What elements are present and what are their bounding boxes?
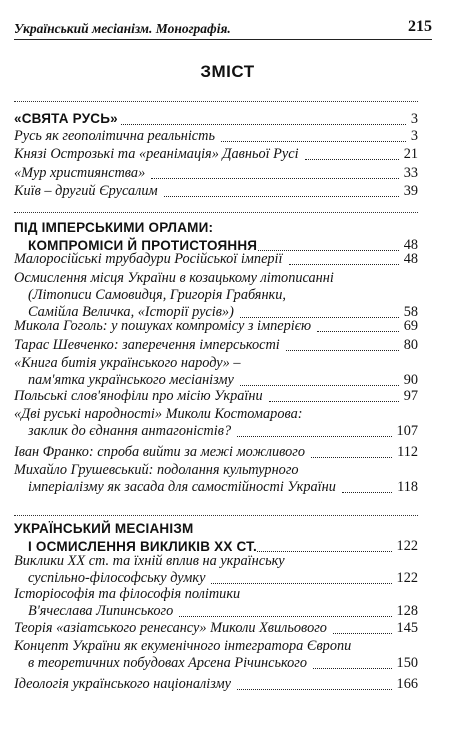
toc-page-number: 122: [396, 538, 418, 554]
toc-entry-title-line: Самійла Величка, «Історії русів»): [28, 304, 234, 320]
toc-page-number: 3: [410, 128, 418, 144]
toc-leader-dots: [286, 350, 399, 351]
toc-section-heading: [14, 110, 418, 128]
toc-page-number: 150: [396, 655, 418, 671]
toc-page-number: 3: [410, 111, 418, 127]
toc-entry: [14, 444, 418, 461]
toc-leader-dots: [342, 492, 392, 493]
toc-entry-title-line: Микола Гоголь: у пошуках компромісу з імперією: [14, 318, 312, 334]
toc-entry-title-line: Концепт України як екуменічного інтегратора Європи: [14, 638, 352, 654]
toc-page-number: 48: [403, 251, 418, 267]
toc-leader-dots: [289, 264, 399, 265]
toc-entry: [14, 462, 418, 496]
toc-entry: [14, 165, 418, 182]
toc-leader-dots: [317, 331, 399, 332]
toc-page-number: 107: [396, 423, 418, 439]
toc-leader-dots: [221, 141, 406, 142]
toc-entry-title-line: ПІД ІМПЕРСЬКИМИ ОРЛАМИ:: [14, 220, 214, 235]
toc-page-number: 128: [396, 603, 418, 619]
toc-entry-title-line: КОМПРОМІСИ Й ПРОТИСТОЯННЯ: [28, 238, 258, 253]
toc-entry-title-line: Тарас Шевченко: заперечення імперськості: [14, 337, 280, 353]
toc-entry-title-line: (Літописи Самовидця, Григорія Грабянки,: [28, 287, 286, 303]
toc-entry-title-line: Князі Острозькі та «реанімація» Давньої Русі: [14, 146, 299, 162]
toc-leader-dots: [237, 689, 392, 690]
toc-entry-title-line: в теоретичних побудовах Арсена Річинського: [28, 655, 307, 671]
toc-leader-dots: [211, 583, 391, 584]
toc-entry: [14, 586, 418, 620]
toc-page-number: 33: [403, 165, 418, 181]
toc-page-number: 112: [397, 444, 418, 460]
toc-entry-title-line: Іван Франко: спроба вийти за межі можливого: [14, 444, 306, 460]
section-rule: [14, 515, 418, 516]
toc-entry-title-line: Малоросійські трубадури Російської імперії: [14, 251, 283, 267]
toc-entry-title-line: Виклики ХХ ст. та їхній вплив на українську: [14, 553, 285, 569]
toc-leader-dots: [333, 633, 392, 634]
toc-page-number: 39: [403, 183, 418, 199]
toc-entry: [14, 355, 418, 389]
toc-page-number: 122: [396, 570, 418, 586]
toc-entry-title-line: Київ – другий Єрусалим: [14, 183, 158, 199]
toc-page-number: 97: [403, 388, 418, 404]
toc-page-number: 80: [403, 337, 418, 353]
toc-entry-title-line: Русь як геополітична реальність: [14, 128, 215, 144]
toc-entry-title-line: І ОСМИСЛЕННЯ ВИКЛИКІВ ХХ СТ.: [28, 539, 257, 554]
section-rule: [14, 212, 418, 213]
toc-entry-title-line: Ідеологія українського націоналізму: [14, 676, 231, 692]
toc-entry-title-line: «Дві руські народності» Миколи Костомарова:: [14, 406, 303, 422]
toc-page-number: 166: [396, 676, 418, 692]
toc-entry-title-line: Історіософія та філософія політики: [14, 586, 241, 602]
toc-page-number: 21: [403, 146, 418, 162]
toc-section-heading: [14, 520, 418, 555]
toc-page-number: 58: [403, 304, 418, 320]
section-rule: [14, 101, 418, 102]
toc-entry-title-line: суспільно-філософську думку: [28, 570, 206, 586]
toc-leader-dots: [311, 457, 392, 458]
toc-page-number: 118: [397, 479, 418, 495]
toc-entry: [14, 318, 418, 335]
toc-page-number: 90: [403, 372, 418, 388]
toc-entry: [14, 251, 418, 268]
toc-entry-title-line: Михайло Грушевський: подолання культурного: [14, 462, 299, 478]
toc-entry: [14, 553, 418, 587]
toc-leader-dots: [313, 668, 392, 669]
toc-entry-title-line: пам'ятка українського месіанізму: [28, 372, 234, 388]
toc-page-number: 69: [403, 318, 418, 334]
toc-entry: [14, 270, 418, 321]
toc-entry: [14, 146, 418, 163]
toc-leader-dots: [179, 616, 391, 617]
toc-leader-dots: [151, 178, 399, 179]
toc-entry-title-line: В'ячеслава Липинського: [28, 603, 174, 619]
toc-page-number: 145: [396, 620, 418, 636]
toc-entry-title-line: «СВЯТА РУСЬ»: [14, 111, 118, 126]
toc-section-heading: [14, 219, 418, 254]
toc-leader-dots: [164, 196, 399, 197]
toc-entry-title-line: Теорія «азіатського ренесансу» Миколи Хвильового: [14, 620, 327, 636]
toc-entry-title-line: заклик до єднання антагоністів?: [28, 423, 232, 439]
toc-title: ЗМІСТ: [200, 62, 255, 81]
toc-leader-dots: [269, 401, 399, 402]
toc-entry: [14, 128, 418, 145]
toc-leader-dots: [305, 159, 399, 160]
toc-entry: [14, 620, 418, 637]
running-header: [14, 18, 432, 40]
toc-leader-dots: [121, 124, 405, 125]
page-number: 215: [408, 18, 432, 35]
toc-entry-title-line: УКРАЇНСЬКИЙ МЕСІАНІЗМ: [14, 521, 194, 536]
toc-entry-title-line: Осмислення місця України в козацькому літописанні: [14, 270, 334, 286]
toc-leader-dots: [237, 436, 391, 437]
toc-entry: [14, 183, 418, 200]
running-header-title: Український месіанізм. Монографія.: [14, 21, 231, 36]
toc-leader-dots: [240, 385, 399, 386]
toc-entry: [14, 638, 418, 672]
toc-entry: [14, 676, 418, 693]
toc-page-number: 48: [403, 237, 418, 253]
toc-entry-title-line: Польські слов'янофіли про місію України: [14, 388, 263, 404]
toc-leader-dots: [257, 551, 391, 552]
toc-entry: [14, 337, 418, 354]
toc-entry: [14, 406, 418, 440]
toc-entry-title-line: імперіалізму як засада для самостійності України: [28, 479, 336, 495]
toc-entry: [14, 388, 418, 405]
toc-entry-title-line: «Мур християнства»: [14, 165, 146, 181]
toc-entry-title-line: «Книга битія українського народу» –: [14, 355, 241, 371]
